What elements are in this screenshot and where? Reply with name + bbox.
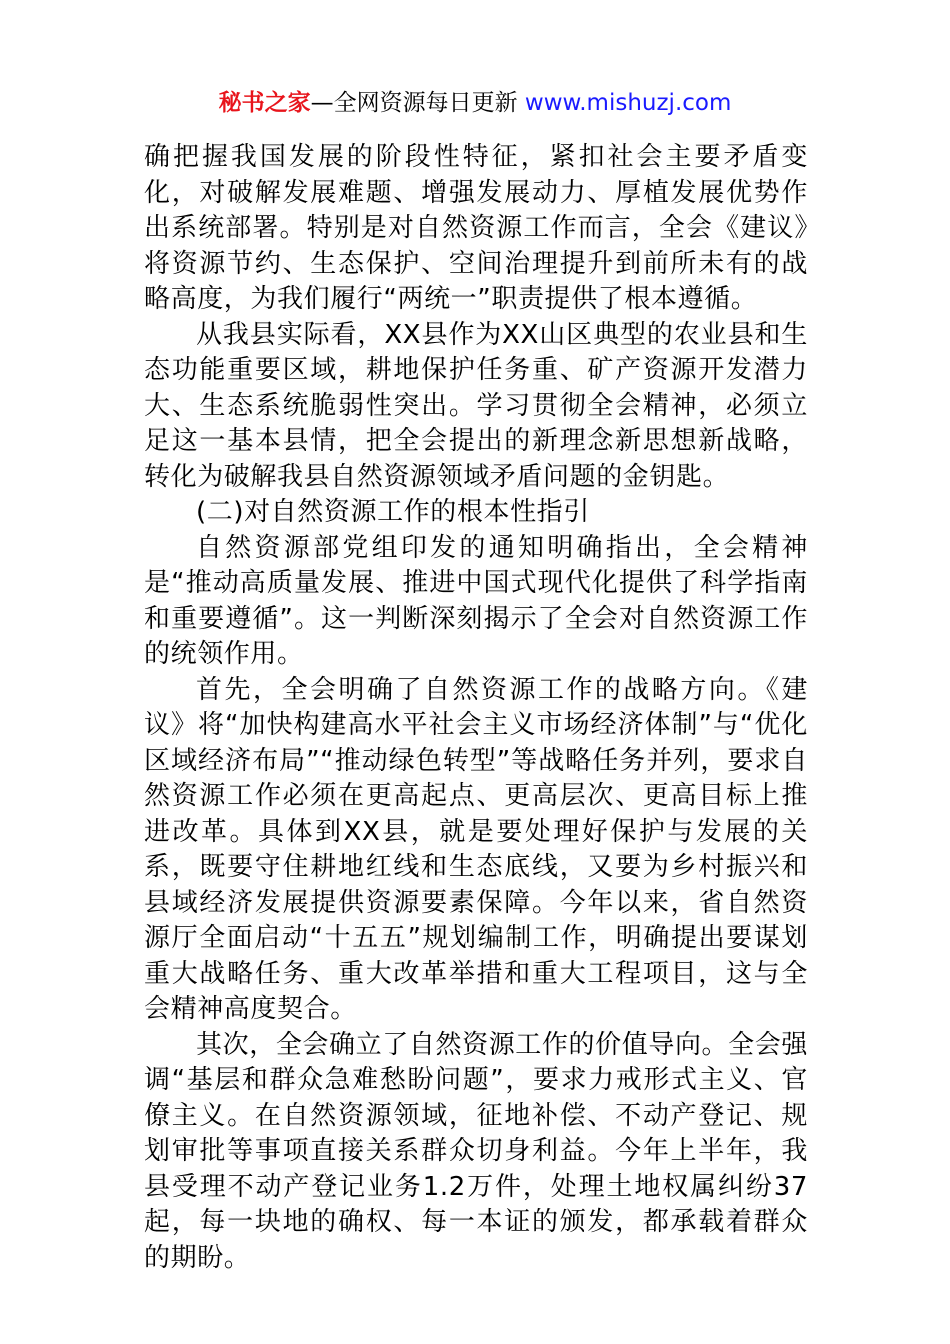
paragraph-value-orientation: 其次，全会确立了自然资源工作的价值导向。全会强调“基层和群众急难愁盼问题”，要求力戒形式主义、官僚主义。在自然资源领域，征地补偿、不动产登记、规划审批等事项直接关系群众切身利益。今年上半年，我县受理不动产登记业务1.2万件，处理土地权属纠纷37起，每一块地的确权、每一本证的颁发，都承载着群众的期盼。 (144, 1029, 808, 1273)
header-url[interactable]: www.mishuzj.com (524, 90, 732, 116)
section-heading: (二)对自然资源工作的根本性指引 (196, 497, 590, 527)
paragraph-strategic-direction: 首先，全会明确了自然资源工作的战略方向。《建议》将“加快构建高水平社会主义市场经济体制”与“优化区域经济布局”“推动绿色转型”等战略任务并列，要求自然资源工作必须在更高起点、更高层次、更高目标上推进改革。具体到XX县，就是要处理好保护与发展的关系，既要守住耕地红线和生态底线，又要为乡村振兴和县域经济发展提供资源要素保障。今年以来，省自然资源厅全面启动“十五五”规划编制工作，明确提出要谋划重大战略任务、重大改革举措和重大工程项目，这与全会精神高度契合。 (144, 674, 808, 1024)
header-tagline: —全网资源每日更新 (310, 90, 525, 116)
document-body (144, 140, 808, 1276)
brand-name: 秘书之家 (218, 90, 311, 116)
paragraph-ministry-notice: 自然资源部党组印发的通知明确指出，全会精神是“推动高质量发展、推进中国式现代化提供了科学指南和重要遵循”。这一判断深刻揭示了全会对自然资源工作的统领作用。 (144, 532, 808, 669)
paragraph-county-situation: 从我县实际看，XX县作为XX山区典型的农业县和生态功能重要区域，耕地保护任务重、矿产资源开发潜力大、生态系统脆弱性突出。学习贯彻全会精神，必须立足这一基本县情，把全会提出的新理念新思想新战略，转化为破解我县自然资源领域矛盾问题的金钥匙。 (144, 319, 808, 492)
paragraph-continued: 确把握我国发展的阶段性特征，紧扣社会主要矛盾变化，对破解发展难题、增强发展动力、厚植发展优势作出系统部署。特别是对自然资源工作而言，全会《建议》将资源节约、生态保护、空间治理提升到前所未有的战略高度，为我们履行“两统一”职责提供了根本遵循。 (144, 142, 808, 314)
page-header (0, 86, 950, 120)
